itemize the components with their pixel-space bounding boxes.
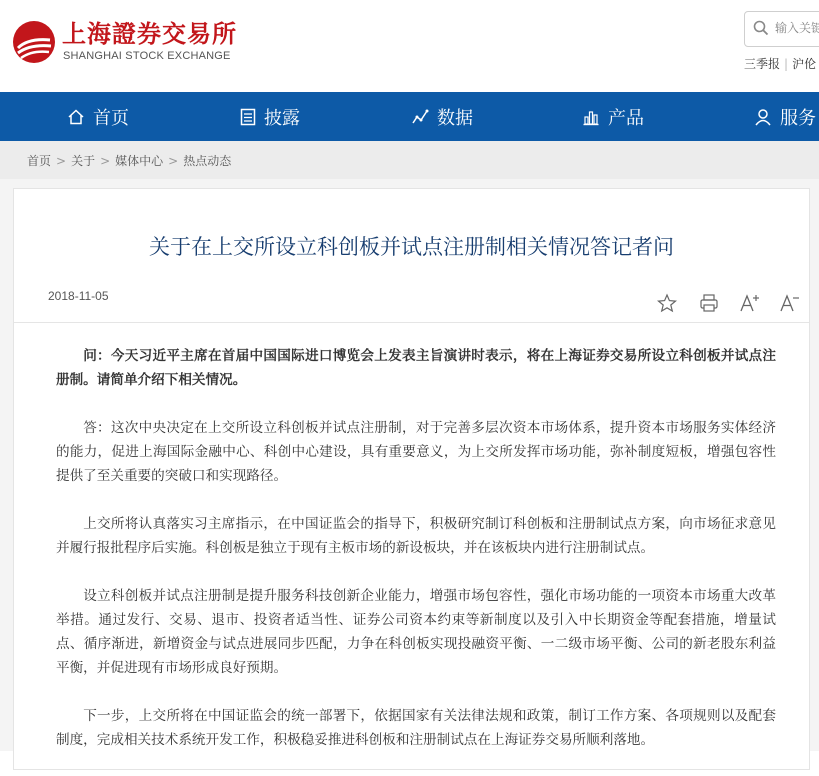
article-date: 2018-11-05 (48, 289, 109, 303)
font-decrease-icon[interactable] (779, 293, 801, 313)
chevron-right-icon: > (168, 154, 179, 168)
star-icon[interactable] (657, 293, 677, 313)
breadcrumb (27, 152, 231, 169)
logo-chinese-name: 上海證券交易所 (62, 19, 237, 48)
bar-chart-icon (582, 108, 600, 126)
nav-label-disclosure: 披露 (264, 107, 300, 129)
document-icon (240, 108, 256, 126)
user-service-icon (754, 108, 772, 126)
search-box[interactable] (744, 11, 819, 47)
chart-line-icon (411, 108, 429, 126)
chevron-right-icon: > (56, 154, 67, 168)
home-icon (67, 108, 85, 126)
quick-link-separator: | (784, 57, 789, 71)
article-paragraph: 下一步，上交所将在中国证监会的统一部署下，依据国家有关法律法规和政策，制订工作方案、各项规则以及配套制度，完成相关技术系统开发工作，积极稳妥推进科创板和注册制试点在上海证券交易所顺利落地。 (56, 708, 776, 748)
article-title: 关于在上交所设立科创板并试点注册制相关情况答记者问 (149, 235, 674, 259)
print-icon[interactable] (699, 293, 719, 313)
site-header (0, 0, 819, 92)
breadcrumb-item-media-center[interactable]: 媒体中心 (115, 154, 164, 168)
nav-label-services: 服务 (780, 107, 816, 129)
nav-label-home: 首页 (93, 107, 129, 129)
sse-emblem-icon (12, 20, 56, 64)
quick-links (744, 55, 816, 72)
nav-item-data[interactable] (411, 92, 473, 141)
article-card (13, 188, 810, 770)
nav-item-disclosure[interactable] (240, 92, 300, 141)
article-paragraph: 答：这次中央决定在上交所设立科创板并试点注册制，对于完善多层次资本市场体系，提升资本市场服务实体经济的能力，促进上海国际金融中心、科创中心建设，具有重要意义，为上交所发挥市场功能，弥补制度短板，增强包容性提供了至关重要的突破口和实现路径。 (56, 420, 776, 484)
quick-link-q3-report[interactable]: 三季报 (744, 57, 781, 71)
search-icon[interactable] (753, 20, 769, 36)
nav-item-products[interactable] (582, 92, 644, 141)
logo-english-name: SHANGHAI STOCK EXCHANGE (63, 50, 231, 62)
nav-item-services[interactable] (754, 92, 816, 141)
nav-label-data: 数据 (437, 107, 473, 129)
breadcrumb-item-about[interactable]: 关于 (71, 154, 96, 168)
chevron-right-icon: > (100, 154, 111, 168)
article-body (56, 344, 776, 776)
font-increase-icon[interactable] (739, 293, 761, 313)
search-input[interactable] (775, 17, 819, 39)
breadcrumb-item-hot-news[interactable]: 热点动态 (183, 154, 232, 168)
sse-logo[interactable] (12, 20, 242, 65)
nav-label-products: 产品 (608, 107, 644, 129)
nav-item-home[interactable] (67, 92, 129, 141)
article-paragraph-question: 问：今天习近平主席在首届中国国际进口博览会上发表主旨演讲时表示，将在上海证券交易所设立科创板并试点注册制。请简单介绍下相关情况。 (56, 348, 776, 388)
article-paragraph: 上交所将认真落实习主席指示，在中国证监会的指导下，积极研究制订科创板和注册制试点方案，向市场征求意见并履行报批程序后实施。科创板是独立于现有主板市场的新设板块，并在该板块内进行注册制试点。 (56, 516, 776, 556)
main-nav (0, 92, 819, 141)
article-divider (14, 322, 809, 323)
breadcrumb-bar (0, 141, 819, 179)
breadcrumb-item-home[interactable]: 首页 (27, 154, 52, 168)
quick-link-shanghai-london[interactable]: 沪伦 (792, 57, 817, 71)
article-paragraph: 设立科创板并试点注册制是提升服务科技创新企业能力，增强市场包容性，强化市场功能的一项资本市场重大改革举措。通过发行、交易、退市、投资者适当性、证券公司资本约束等新制度以及引入中长期资金等配套措施，增量试点、循序渐进，新增资金与试点进展同步匹配，力争在科创板实现投融资平衡、一二级市场平衡、公司的新老股东利益平衡，并促进现有市场形成良好预期。 (56, 588, 776, 676)
